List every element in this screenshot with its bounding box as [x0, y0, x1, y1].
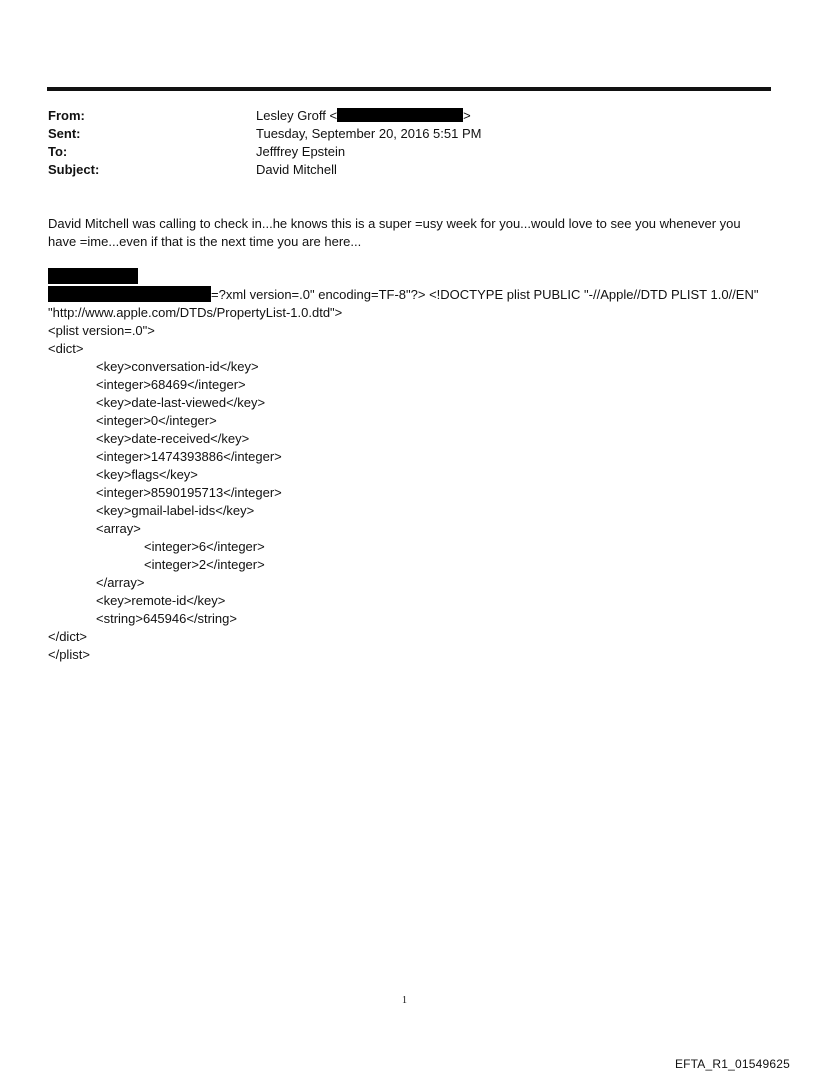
xml-line: <integer>1474393886</integer> — [96, 449, 282, 464]
xml-line: <integer>68469</integer> — [96, 377, 246, 392]
xml-line: <string>645946</string> — [96, 611, 237, 626]
xml-line: <integer>2</integer> — [144, 557, 265, 572]
xml-line: </array> — [96, 575, 145, 590]
xml-line: <key>flags</key> — [96, 467, 198, 482]
subject-value: David Mitchell — [256, 162, 337, 177]
xml-line — [48, 286, 778, 304]
xml-declaration: =?xml version=.0" encoding=TF-8"?> <!DOCTYPE plist PUBLIC "-//Apple//DTD PLIST 1.0//EN" — [211, 287, 759, 302]
to-value: Jefffrey Epstein — [256, 144, 346, 159]
redaction-box — [48, 268, 138, 284]
subject-row — [48, 161, 481, 179]
redacted-line — [48, 268, 778, 286]
from-row — [48, 107, 481, 125]
subject-label: Subject: — [48, 162, 100, 177]
xml-line: </dict> — [48, 629, 88, 644]
xml-line: <key>date-last-viewed</key> — [96, 395, 266, 410]
xml-line: </plist> — [48, 647, 90, 662]
xml-line: <key>gmail-label-ids</key> — [96, 503, 255, 518]
xml-line: <integer>6</integer> — [144, 539, 265, 554]
email-header — [48, 107, 481, 179]
xml-line: <dict> — [48, 341, 84, 356]
redaction-box — [337, 108, 463, 122]
bates-number: EFTA_R1_01549625 — [674, 1057, 790, 1071]
redaction-box — [48, 286, 211, 302]
sent-label: Sent: — [48, 126, 81, 141]
to-label: To: — [48, 144, 68, 159]
from-label: From: — [48, 108, 85, 123]
xml-line: <key>date-received</key> — [96, 431, 250, 446]
xml-plist-block — [48, 268, 778, 664]
xml-line: "http://www.apple.com/DTDs/PropertyList-1.0.dtd"> — [48, 305, 343, 320]
xml-line: <key>remote-id</key> — [96, 593, 226, 608]
xml-line: <key>conversation-id</key> — [96, 359, 259, 374]
xml-line: <plist version=.0"> — [48, 323, 155, 338]
sent-value: Tuesday, September 20, 2016 5:51 PM — [256, 126, 482, 141]
from-suffix: > — [463, 108, 471, 123]
xml-line: <integer>0</integer> — [96, 413, 217, 428]
message-body: David Mitchell was calling to check in...he knows this is a super =usy week for you...would love to see you whenever you have =ime...even if that is the next time you are here... — [48, 216, 741, 249]
from-value — [256, 107, 471, 125]
xml-line: <array> — [96, 521, 141, 536]
from-name: Lesley Groff < — [256, 108, 338, 123]
xml-line: <integer>8590195713</integer> — [96, 485, 282, 500]
page-number: 1 — [402, 995, 407, 1006]
xml-lines — [48, 304, 778, 664]
sent-row — [48, 125, 481, 143]
to-row — [48, 143, 481, 161]
header-rule — [47, 87, 771, 91]
